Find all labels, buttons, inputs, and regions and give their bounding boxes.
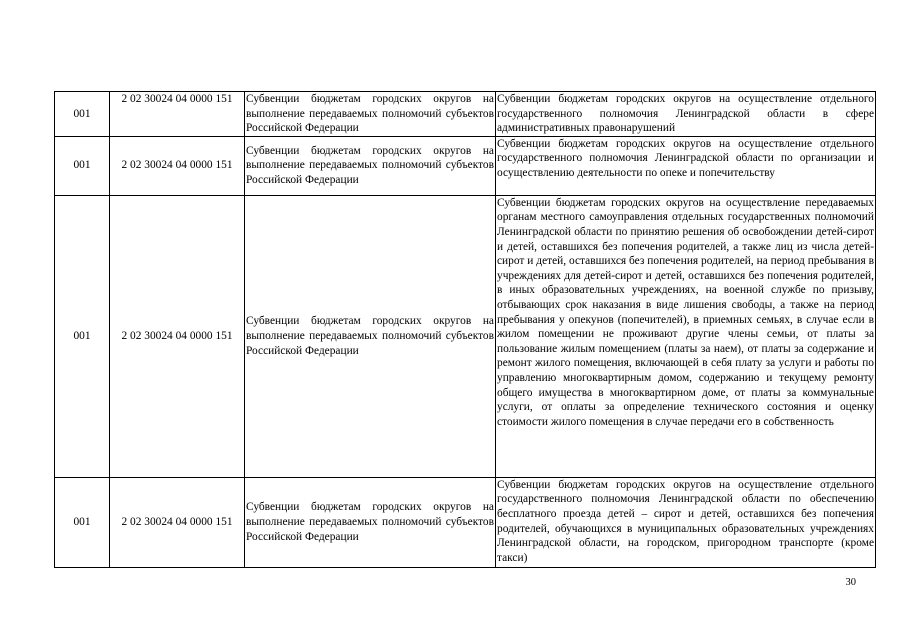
admin-code-cell: 001	[55, 136, 110, 195]
table-row	[55, 477, 876, 567]
revenue-description-cell: Субвенции бюджетам городских округов на осуществление отдельного государственного полномочия Ленинградской области в сфере административных правонарушений	[496, 92, 876, 137]
revenue-description-cell: Субвенции бюджетам городских округов на осуществление отдельного государственного полномочия Ленинградской области по обеспечению бесплатного проезда детей – сирот и детей, оставшихся без попечения родителей, обучающихся в муниципальных образовательных учреждениях Ленинградской области, на городском, пригородном транспорте (кроме такси)	[496, 477, 876, 567]
table-row	[55, 195, 876, 477]
revenue-description-cell: Субвенции бюджетам городских округов на осуществление отдельного государственного полномочия Ленинградской области по организации и осуществлению деятельности по опеке и попечительству	[496, 136, 876, 195]
revenue-name-cell: Субвенции бюджетам городских округов на выполнение передаваемых полномочий субъектов Российской Федерации	[245, 195, 496, 477]
revenue-description-cell: Субвенции бюджетам городских округов на осуществление передаваемых органам местного самоуправления отдельных государственных полномочий Ленинградской области по принятию решения об освобождении детей-сирот и детей, оставшихся без попечения родителей, а также лиц из числа детей-сирот и детей, оставшихся без попечения родителей, на период пребывания в учреждениях для детей-сирот и детей, оставшихся без попечения родителей, в иных образовательных учреждениях, на военной службе по призыву, отбывающих срок наказания в виде лишения свободы, а также на период пребывания у опекунов (попечителей), в приемных семьях, в случае если в жилом помещении не проживают другие члены семьи, от платы за пользование жилым помещением (платы за наем), от платы за содержание и ремонт жилого помещения, включающей в себя плату за услуги и работы по управлению многоквартирным домом, содержанию и текущему ремонту общего имущества в многоквартирном доме, от платы за коммунальные услуги, от оплаты за определение технического состояния и оценку стоимости жилого помещения в случае передачи его в собственность	[496, 195, 876, 477]
budget-classification-code-cell: 2 02 30024 04 0000 151	[110, 92, 245, 137]
budget-classification-code-cell: 2 02 30024 04 0000 151	[110, 477, 245, 567]
admin-code-cell: 001	[55, 477, 110, 567]
page-number: 30	[845, 577, 856, 588]
table-row	[55, 92, 876, 137]
budget-classification-code-cell: 2 02 30024 04 0000 151	[110, 136, 245, 195]
budget-revenue-table	[54, 91, 876, 568]
revenue-name-cell: Субвенции бюджетам городских округов на выполнение передаваемых полномочий субъектов Российской Федерации	[245, 477, 496, 567]
admin-code-cell: 001	[55, 195, 110, 477]
budget-classification-code-cell: 2 02 30024 04 0000 151	[110, 195, 245, 477]
admin-code-cell: 001	[55, 92, 110, 137]
table-row	[55, 136, 876, 195]
revenue-name-cell: Субвенции бюджетам городских округов на выполнение передаваемых полномочий субъектов Российской Федерации	[245, 92, 496, 137]
revenue-name-cell: Субвенции бюджетам городских округов на выполнение передаваемых полномочий субъектов Российской Федерации	[245, 136, 496, 195]
